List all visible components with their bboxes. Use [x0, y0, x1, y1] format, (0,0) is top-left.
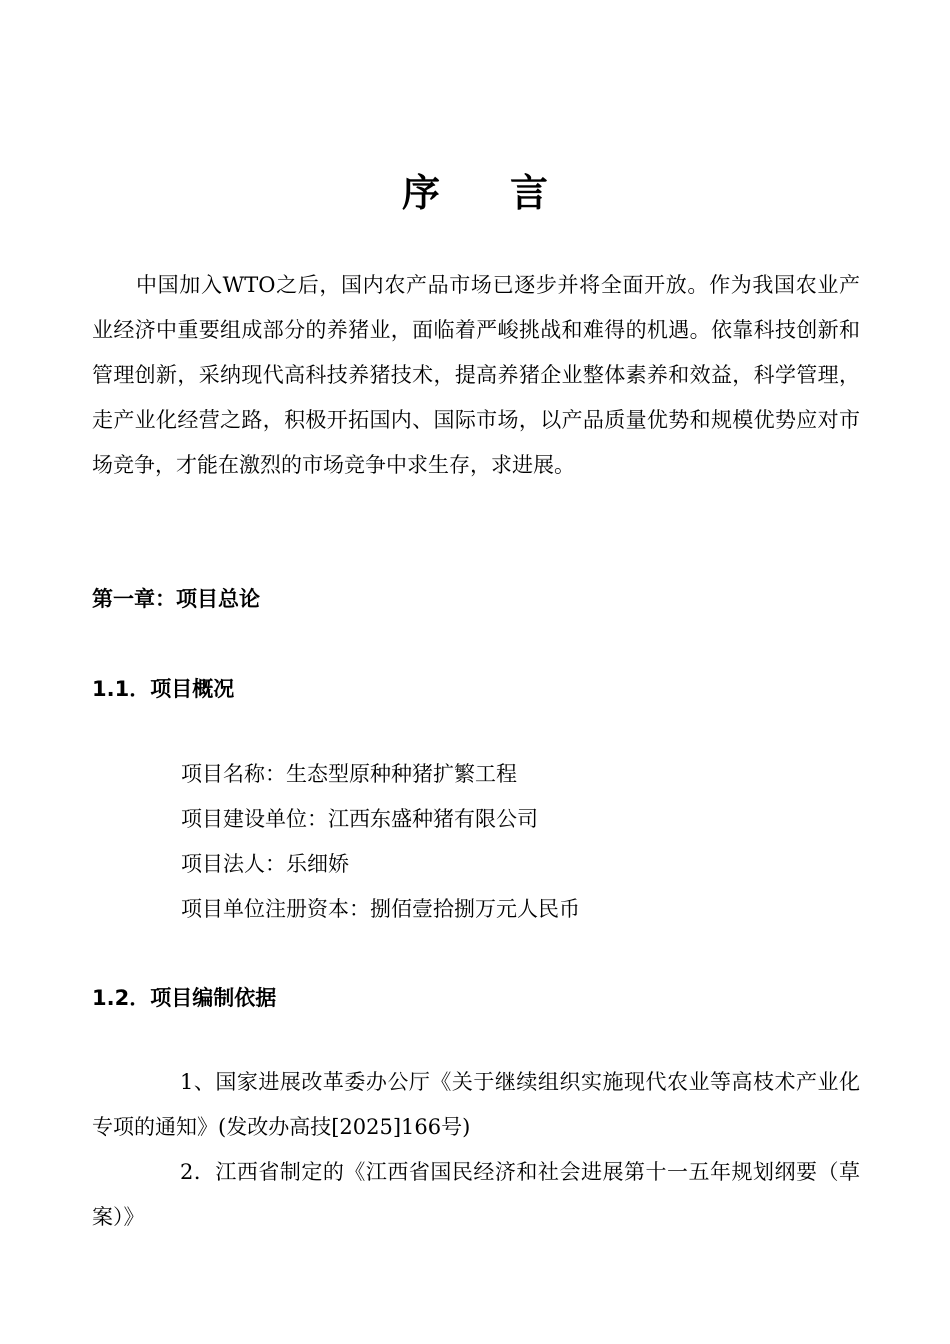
project-legal-person: 项目法人：乐细娇	[181, 852, 349, 876]
title-char-1: 序	[401, 170, 440, 215]
section-heading-1-2: 1.2．项目编制依据	[92, 986, 277, 1010]
project-name: 项目名称：生态型原种种猪扩繁工程	[181, 762, 517, 786]
reference-item: 1、国家进展改革委办公厅《关于继续组织实施现代农业等高枝术产业化专项的通知》(发改办高技[2025]166号)	[92, 1070, 860, 1139]
reference-item: 2．江西省制定的《江西省国民经济和社会进展第十一五年规划纲要（草案）》	[92, 1160, 860, 1229]
project-registered-capital: 项目单位注册资本：捌佰壹拾捌万元人民币	[181, 897, 580, 921]
preface-paragraph: 中国加入WTO之后，国内农产品市场已逐步并将全面开放。作为我国农业产业经济中重要组成部分的养猪业，面临着严峻挑战和难得的机遇。依靠科技创新和管理创新，采纳现代高科技养猪技术，提高养猪企业整体素养和效益，科学管理，走产业化经营之路，积极开拓国内、国际市场，以产品质量优势和规模优势应对市场竞争，才能在激烈的市场竞争中求生存，求进展。	[92, 273, 860, 477]
page-title	[0, 162, 950, 217]
chapter-heading: 第一章：项目总论	[92, 587, 260, 611]
section-heading-1-1: 1.1．项目概况	[92, 677, 235, 701]
project-builder: 项目建设单位：江西东盛种猪有限公司	[181, 807, 538, 831]
title-char-2: 言	[510, 170, 549, 215]
